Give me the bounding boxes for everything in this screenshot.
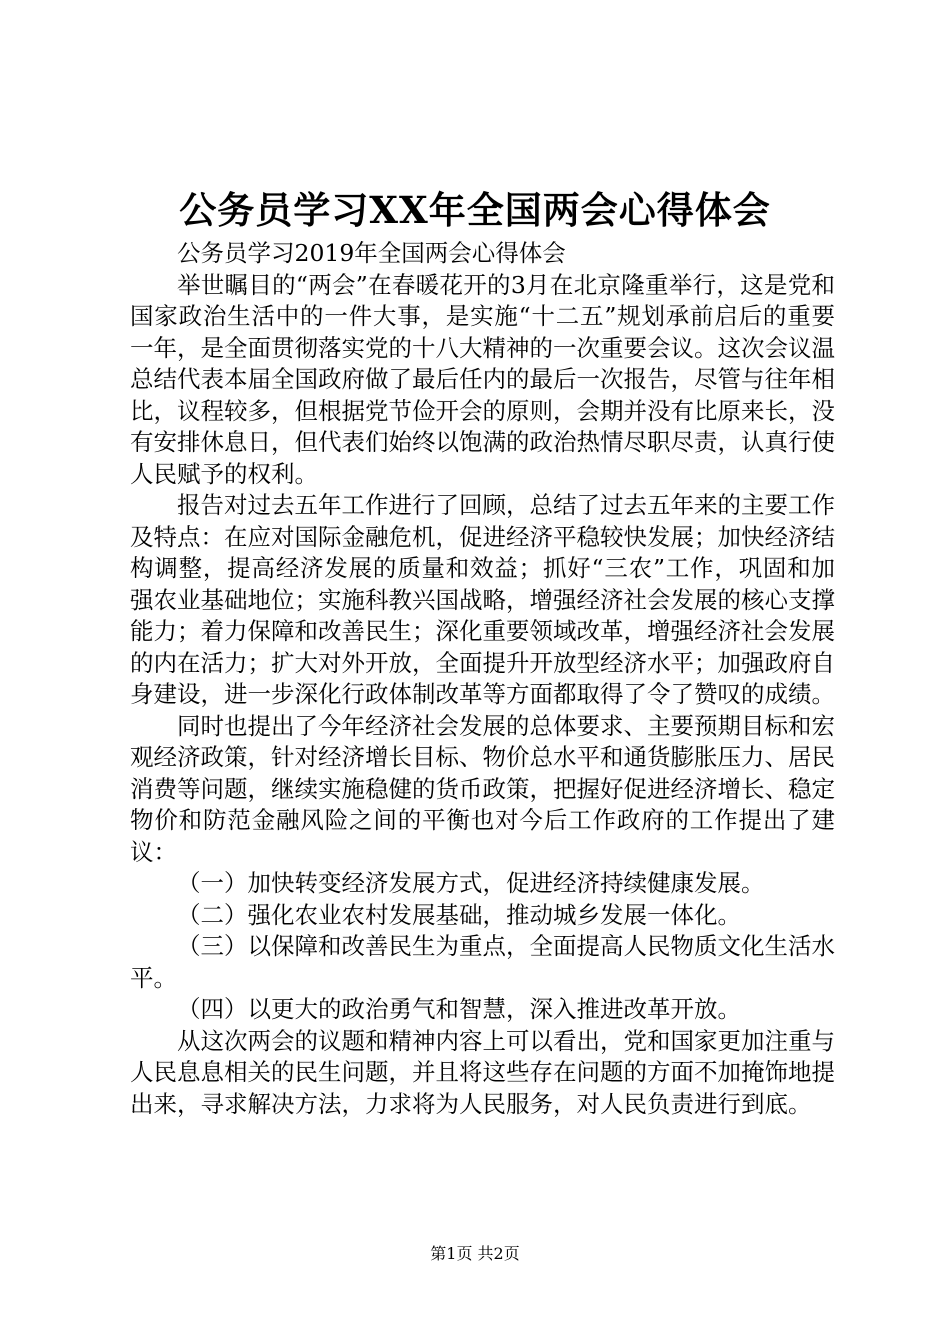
body-paragraph: 从这次两会的议题和精神内容上可以看出，党和国家更加注重与人民息息相关的民生问题，并且将这些存在问题的方面不加掩饰地提出来，寻求解决方法，力求将为人民服务，对人民负责进行到底。 [130, 1026, 835, 1118]
body-paragraph: 同时也提出了今年经济社会发展的总体要求、主要预期目标和宏观经济政策，针对经济增长目标、物价总水平和通货膨胀压力、居民消费等问题，继续实施稳健的货币政策，把握好促进经济增长、稳定物价和防范金融风险之间的平衡也对今后工作政府的工作提出了建议： [130, 711, 835, 866]
list-item: （三）以保障和改善民生为重点，全面提高人民物质文化生活水平。 [130, 932, 835, 992]
list-item: （一）加快转变经济发展方式，促进经济持续健康发展。 [177, 869, 765, 897]
page-footer: 第1页 共2页 [430, 1244, 520, 1263]
list-item: （四）以更大的政治勇气和智慧，深入推进改革开放。 [177, 995, 741, 1023]
body-paragraph: 公务员学习2019年全国两会心得体会 [177, 239, 566, 267]
body-paragraph: 举世瞩目的“两会”在春暖花开的3月在北京隆重举行，这是党和国家政治生活中的一件大事，是实施“十二五”规划承前启后的重要一年，是全面贯彻落实党的十八大精神的一次重要会议。这次会议温总结代表本届全国政府做了最后任内的最后一次报告，尽管与往年相比，议程较多，但根据党节俭开会的原则，会期并没有比原来长，没有安排休息日，但代表们始终以饱满的政治热情尽职尽责，认真行使人民赋予的权利。 [130, 270, 835, 488]
list-item: （二）强化农业农村发展基础，推动城乡发展一体化。 [177, 900, 741, 929]
document-body [130, 238, 835, 1120]
body-paragraph: 报告对过去五年工作进行了回顾，总结了过去五年来的主要工作及特点：在应对国际金融危机，促进经济平稳较快发展；加快经济结构调整，提高经济发展的质量和效益；抓好“三农”工作，巩固和加强农业基础地位；实施科教兴国战略，增强经济社会发展的核心支撑能力；着力保障和改善民生；深化重要领域改革，增强经济社会发展的内在活力；扩大对外开放，全面提升开放型经济水平；加强政府自身建设，进一步深化行政体制改革等方面都取得了令了赞叹的成绩。 [130, 491, 835, 708]
document-title: 公务员学习XX年全国两会心得体会 [179, 188, 771, 232]
